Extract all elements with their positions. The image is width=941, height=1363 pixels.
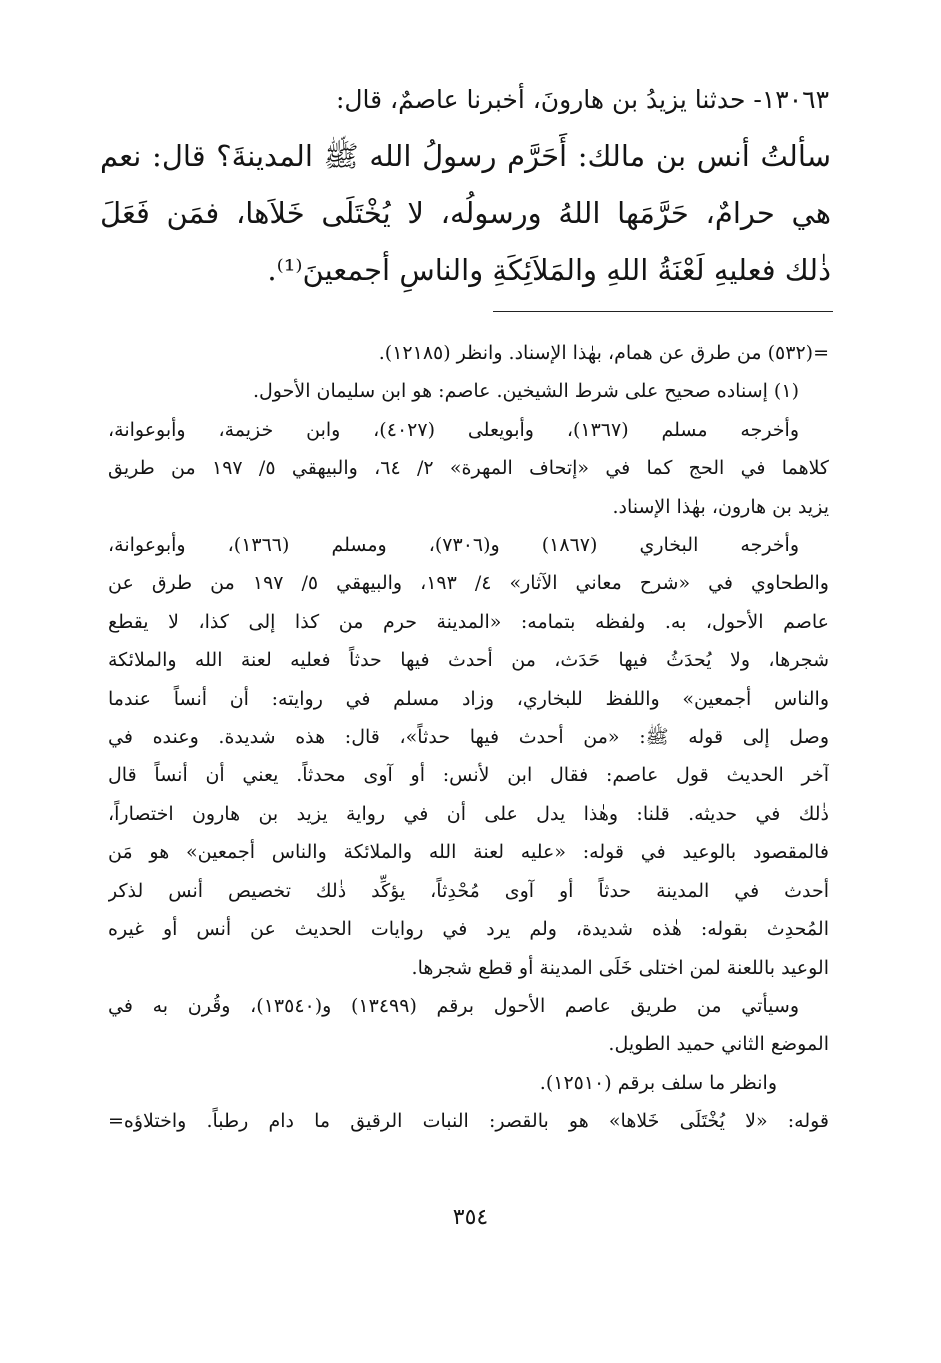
footnote-line: يزيد بن هارون، بهٰذا الإسناد.	[612, 495, 829, 518]
page-number: ٣٥٤	[452, 1205, 489, 1230]
footnote-line: ذٰلك في حديثه. قلنا: وهٰذا يدل على أن في رواية يزيد بن هارون اختصاراً،	[108, 802, 829, 825]
footnote-line: كلاهما في الحج كما في «إتحاف المهرة» ٢/ ٦٤، والبيهقي ٥/ ١٩٧ من طريق	[108, 457, 829, 480]
footnote-line: وصل إلى قوله ﷺ: «من أحدث فيها حدثاً»، قال: هذه شديدة. وعنده في	[108, 726, 829, 749]
hadith-text-line: هي حرامٌ، حَرَّمَها اللهُ ورسولُه، لا يُخْتَلَى خَلاَها، فمَن فَعَلَ	[100, 196, 831, 230]
footnote-line: وأخرجه مسلم (١٣٦٧)، وأبويعلى (٤٠٢٧)، وابن خزيمة، وأبوعوانة،	[108, 418, 799, 441]
footnote-line: وانظر ما سلف برقم (١٢٥١٠).	[539, 1071, 777, 1094]
footnote-line: =(٥٣٢) من طرق عن همام، بهٰذا الإسناد. وانظر (١٢١٨٥).	[378, 342, 829, 364]
footnote-line: والطحاوي في «شرح معاني الآثار» ٤/ ١٩٣، والبيهقي ٥/ ١٩٧ من طرق عن	[108, 572, 829, 595]
footnote-line: عاصم الأحول، به. ولفظه بتمامه: «المدينة حرم من كذا إلى كذا، لا يقطع	[108, 610, 829, 633]
footnote-line: الموضع الثاني حميد الطويل.	[608, 1033, 829, 1056]
hadith-block	[100, 80, 831, 299]
footnote-line: (١) إسناده صحيح على شرط الشيخين. عاصم: هو ابن سليمان الأحول.	[252, 380, 799, 403]
footnote-line: آخر الحديث قول عاصم: فقال ابن لأنس: أو آوى محدثاً. يعني أن أنساً قال	[108, 764, 829, 787]
footnote-line: فالمقصود بالوعيد في قوله: «عليه لعنة الله والملائكة والناس أجمعين» هو مَن	[108, 841, 829, 864]
footnote-line: وأخرجه البخاري (١٨٦٧) و(٧٣٠٦)، ومسلم (١٣٦٦)، وأبوعوانة،	[108, 534, 800, 557]
hadith-text-line: ذٰلك فعليهِ لَعْنَةُ اللهِ والمَلاَئِكَةِ والناسِ أجمعينَ⁽¹⁾.	[267, 253, 831, 287]
footnote-line: شجرها، ولا يُحدَثُ فيها حَدَث، من أحدث فيها حدثاً فعليه لعنة الله والملائكة	[108, 649, 829, 672]
hadith-header: ١٣٠٦٣- حدثنا يزيدُ بن هارونَ، أخبرنا عاصمٌ، قال:	[335, 85, 829, 114]
footnote-line: قوله: «لا يُخْتَلَى خَلاها» هو بالقصر: النبات الرقيق ما دام رطباً. واختلاؤه=	[108, 1110, 829, 1133]
footnote-line: الوعيد باللعنة لمن اختلى خَلَى المدينة أو قطع شجرها.	[411, 956, 829, 979]
hadith-text-line: سألتُ أنس بن مالك: أَحَرَّم رسولُ الله ﷺ المدينةَ؟ قال: نعم	[100, 139, 831, 173]
footnote-separator	[493, 311, 833, 312]
footnote-line: وسيأتي من طريق عاصم الأحول برقم (١٣٤٩٩) و(١٣٥٤٠)، وقُرن به في	[108, 994, 799, 1017]
footnote-line: أحدث في المدينة حدثاً أو آوى مُحْدِثاً، يؤكِّد ذٰلك تخصيص أنس لذكر	[108, 879, 829, 902]
footnotes-section	[108, 334, 829, 1141]
footnote-line: المُحدِث بقوله: هٰذه شديدة، ولم يرد في روايات الحديث عن أنس أو غيره	[108, 918, 829, 941]
footnote-line: والناس أجمعين» واللفظ للبخاري، وزاد مسلم في روايته: أن أنساً عندما	[108, 687, 829, 710]
